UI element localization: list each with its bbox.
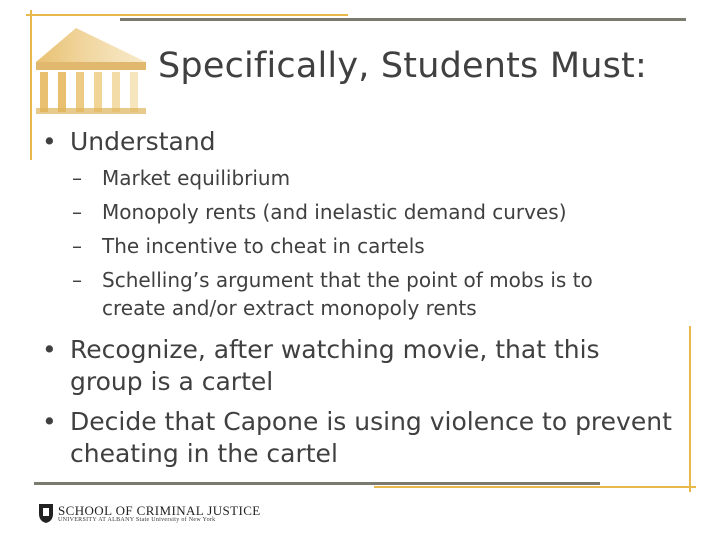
sub-bullet-text: Schelling’s argument that the point of mobs is to create and/or extract monopoly rents	[102, 268, 593, 320]
bullet-list	[42, 126, 682, 470]
sub-bullet-text: Monopoly rents (and inelastic demand curves)	[102, 200, 567, 224]
left-gold-rule	[30, 10, 32, 160]
sub-bullet-marker: –	[72, 234, 82, 258]
top-gold-rule	[26, 14, 348, 16]
sub-bullet-item	[42, 232, 682, 260]
school-seal-icon	[36, 502, 56, 524]
bullet-marker: •	[42, 127, 57, 156]
slide-title: Specifically, Students Must:	[158, 46, 647, 86]
bullet-marker: •	[42, 407, 57, 436]
bullet-text: Understand	[70, 127, 216, 156]
sub-bullet-item	[42, 266, 642, 322]
school-subline: UNIVERSITY AT ALBANY State University of New York	[58, 517, 216, 523]
sub-bullet-text: The incentive to cheat in cartels	[102, 234, 425, 258]
school-name: SCHOOL OF CRIMINAL JUSTICE	[58, 503, 261, 518]
building-logo-icon	[36, 22, 146, 114]
bullet-text: Recognize, after watching movie, that this group is a cartel	[70, 335, 600, 396]
top-grey-rule	[120, 18, 686, 21]
bullet-text: Decide that Capone is using violence to prevent cheating in the cartel	[70, 407, 672, 468]
sub-bullet-item	[42, 198, 682, 226]
bottom-gold-rule	[374, 486, 696, 488]
bullet-item	[42, 334, 672, 398]
bullet-item	[42, 406, 672, 470]
bullet-item	[42, 126, 682, 158]
sub-bullet-marker: –	[72, 166, 82, 190]
sub-bullet-text: Market equilibrium	[102, 166, 291, 190]
sub-bullet-marker: –	[72, 200, 82, 224]
right-gold-rule	[689, 326, 691, 492]
sub-bullet-item	[42, 164, 682, 192]
bullet-marker: •	[42, 335, 57, 364]
bottom-grey-rule	[34, 482, 600, 485]
sub-bullet-marker: –	[72, 268, 82, 292]
